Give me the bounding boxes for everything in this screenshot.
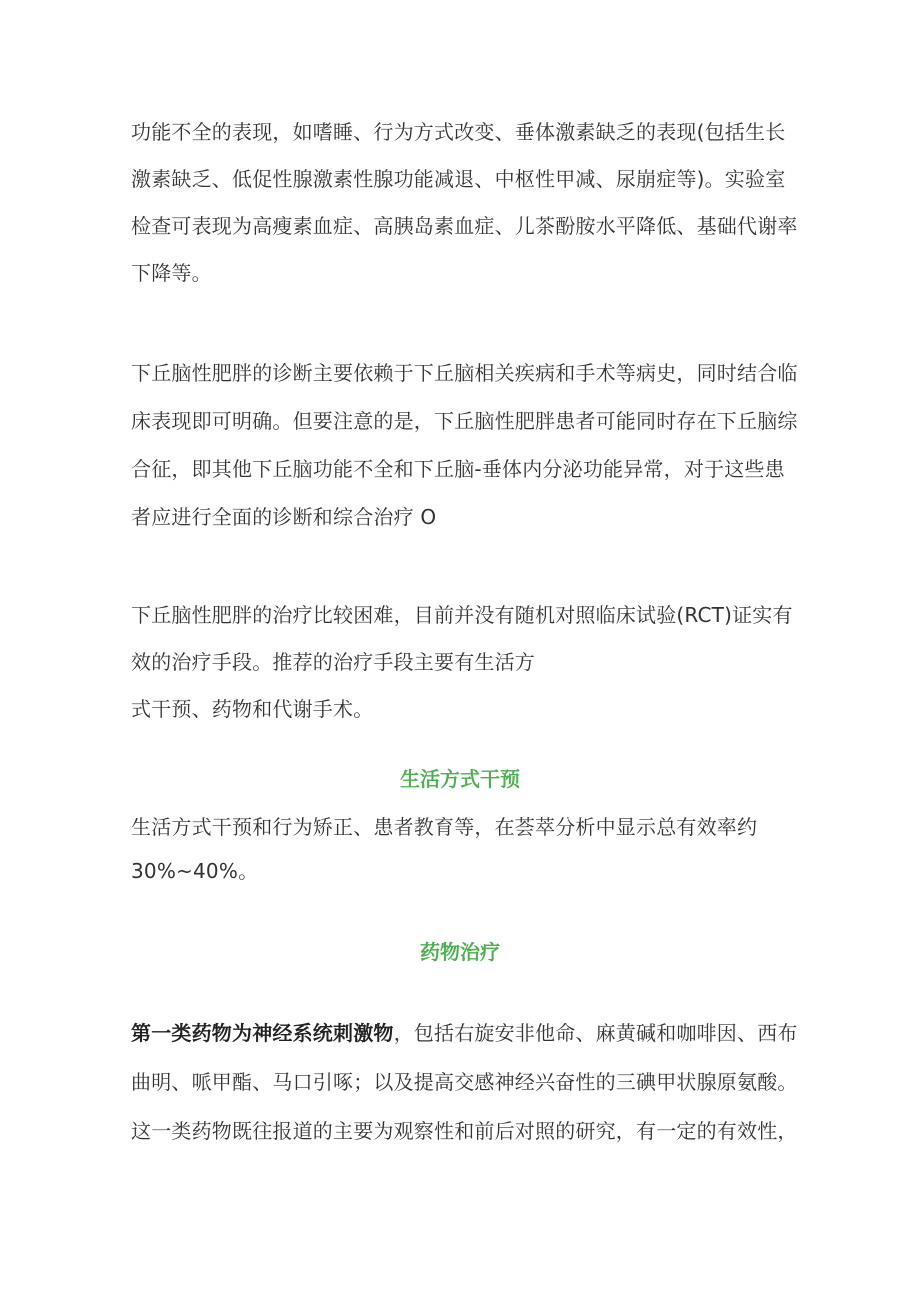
text-line: 曲明、哌甲酯、马口引啄；以及提高交感神经兴奋性的三碘甲状腺原氨酸。 (131, 1070, 798, 1094)
text-line: 30%~40%。 (131, 859, 259, 883)
text-line: 者应进行全面的诊断和综合治疗 O (131, 505, 437, 529)
section-heading-drug: 药物治疗 (420, 940, 500, 964)
text-line: 下降等。 (131, 261, 212, 285)
text-line: 激素缺乏、低促性腺激素性腺功能减退、中枢性甲减、尿崩症等)。实验室 (131, 167, 786, 191)
text-line: 检查可表现为高瘦素血症、高胰岛素血症、儿茶酚胺水平降低、基础代谢率 (131, 214, 798, 238)
text-line: 效的治疗手段。推荐的治疗手段主要有生活方 (131, 650, 535, 674)
bold-lead: 第一类药物为神经系统刺激物 (131, 1021, 394, 1045)
text-line: 这一类药物既往报道的主要为观察性和前后对照的研究，有一定的有效性， (131, 1119, 798, 1143)
text-line: 下丘脑性肥胖的治疗比较困难，目前并没有随机对照临床试验(RCT)证实有 (131, 603, 793, 627)
text-line: 床表现即可明确。但要注意的是，下丘脑性肥胖患者可能同时存在下丘脑综 (131, 409, 798, 433)
text-line: 合征，即其他下丘脑功能不全和下丘脑-垂体内分泌功能异常，对于这些患 (131, 457, 785, 481)
text-line: 式干预、药物和代谢手术。 (131, 697, 374, 721)
text-line: 生活方式干预和行为矫正、患者教育等，在荟萃分析中显示总有效率约 (131, 815, 758, 839)
text-rest: ，包括右旋安非他命、麻黄碱和咖啡因、西布 (393, 1021, 798, 1045)
text-line: 下丘脑性肥胖的诊断主要依赖于下丘脑相关疾病和手术等病史，同时结合临 (131, 361, 798, 385)
text-line: 功能不全的表现，如嗜睡、行为方式改变、垂体激素缺乏的表现(包括生长 (131, 120, 786, 144)
text-line (131, 1019, 798, 1047)
section-heading-lifestyle: 生活方式干预 (400, 767, 520, 791)
